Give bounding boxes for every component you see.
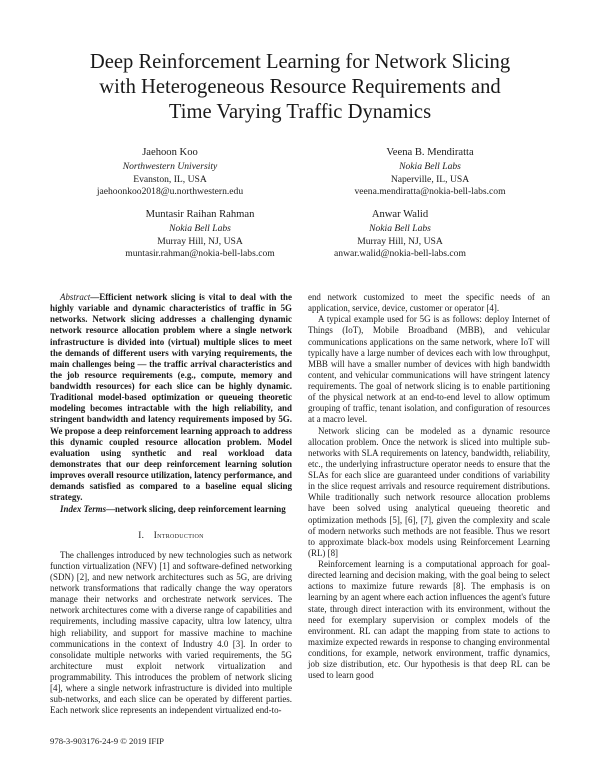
index-terms <box>50 504 292 515</box>
section-heading <box>50 530 292 541</box>
section-numeral: I. <box>138 529 145 540</box>
body-paragraph: Reinforcement learning is a computational approach for goal-directed learning and decision making, with the goal being to select actions to maximize future rewards [8]. The emphasis is on learning by an agent where each action influences the agent's future state, through direct interaction with its environment, without the need for exemplary supervision or complex models of the environment. RL can adapt the mapping from state to actions to maximize expected rewards in response to changing environmental conditions, for example, network environment, traffic dynamics, job size distribution, etc. Our hypothesis is that deep RL can be used to learn good <box>308 559 550 681</box>
author-location: Evanston, IL, USA <box>133 173 207 185</box>
abstract-text: —Efficient network slicing is vital to deal with the highly variable and dynamic characteristics of traffic in 5G networks. Network slicing addresses a challenging dynamic network resource allocation problem where a single network infrastructure is divided into (virtual) multiple slices to meet the demands of different users with varying requirements, the main challenges being — the traffic arrival characteristics and the job resource requirements (e.g., compute, memory and bandwidth resources) for each slice can be highly dynamic. Traditional model-based optimization or queueing theoretic modeling becomes intractable with the high reliability, and stringent bandwidth and latency requirements imposed by 5G. We propose a deep reinforcement learning approach to address this dynamic coupled resource allocation problem. Model evaluation using synthetic and real workload data demonstrates that our deep reinforcement learning solution improves overall resource utilization, latency performance, and demands satisfied as compared to a baseline equal slicing strategy. <box>50 292 292 503</box>
author-affiliation: Nokia Bell Labs <box>369 223 431 234</box>
index-terms-label: Index Terms <box>60 504 107 515</box>
author-name: Veena B. Mendiratta <box>386 147 474 158</box>
copyright-footer: 978-3-903176-24-9 © 2019 IFIP <box>50 736 164 746</box>
author-location: Naperville, IL, USA <box>390 173 470 185</box>
abstract-label: Abstract <box>60 292 91 302</box>
title-line: Time Varying Traffic Dynamics <box>168 101 432 123</box>
author-email: muntasir.rahman@nokia-bell-labs.com <box>125 248 275 259</box>
body-paragraph: A typical example used for 5G is as follows: deploy Internet of Things (IoT), Mobile Broadband (MBB), and vehicular communications applications on the same network, where IoT will typically have a large number of devices each with low throughput, MBB will have a smaller number of devices with high bandwidth content, and vehicular communications will have stringent latency requirements. The goal of network slicing is to enable partitioning of the physical network at an end-to-end level to allow optimum grouping of traffic, tenant isolation, and configuration of resources at a macro level. <box>308 314 550 425</box>
body-paragraph-continued: end network customized to meet the specific needs of an application, service, device, customer or operator [4]. <box>308 292 550 314</box>
author-block-2 <box>310 146 550 199</box>
author-location: Murray Hill, NJ, USA <box>357 235 443 247</box>
left-column <box>50 292 292 717</box>
author-block-1 <box>50 146 290 199</box>
title-line: Deep Reinforcement Learning for Network Slicing <box>89 51 511 73</box>
author-name: Jaehoon Koo <box>142 147 198 158</box>
author-email: anwar.walid@nokia-bell-labs.com <box>334 248 466 259</box>
index-terms-text: —network slicing, deep reinforcement learning <box>106 504 286 515</box>
author-email: veena.mendiratta@nokia-bell-labs.com <box>354 186 506 197</box>
author-name: Anwar Walid <box>371 209 429 220</box>
author-affiliation: Nokia Bell Labs <box>399 161 461 172</box>
body-paragraph: Network slicing can be modeled as a dynamic resource allocation problem. Once the network is sliced into multiple sub-networks with SLA requirements on latency, bandwidth, reliability, etc., the underlying infrastructure operator needs to ensure that the SLAs for each slice are guaranteed under conditions of variability in the slice request arrivals and resource requirement distributions. While traditionally such network resource allocation problems have been solved using analytical queueing theoretic and optimization methods [5], [6], [7], given the complexity and scale of modern networks such methods are not feasible. Thus we resort to approximate black-box models using Reinforcement Learning (RL) [8] <box>308 425 550 558</box>
body-paragraph: The challenges introduced by new technologies such as network function virtualization (NFV) [1] and software-defined networking (SDN) [2], and new network architectures such as 5G, are driving network transformations that radically change the way operators manage their networks and orchestrate network services. The network architectures come with a diverse range of capabilities and requirements, including massive capacity, ultra low latency, ultra high reliability, and support for massive machine to machine communications in the context of Industry 4.0 [3]. In order to consolidate multiple networks with varied requirements, the 5G architecture must exploit network virtualization and programmability. This introduces the problem of network slicing [4], where a single network infrastructure is divided into multiple sub-networks, and each slice can be operated by different parties. Each network slice represents an independent virtualized end-to- <box>50 549 292 716</box>
title-line: with Heterogeneous Resource Requirements and <box>99 76 501 98</box>
right-column <box>308 292 550 681</box>
author-email: jaehoonkoo2018@u.northwestern.edu <box>96 186 244 197</box>
author-name: Muntasir Raihan Rahman <box>145 209 255 220</box>
abstract <box>50 292 292 503</box>
author-block-4 <box>280 208 520 261</box>
section-title: Introduction <box>153 529 204 540</box>
author-affiliation: Nokia Bell Labs <box>169 223 231 234</box>
paper-title <box>40 50 560 125</box>
author-location: Murray Hill, NJ, USA <box>157 235 243 247</box>
author-affiliation: Northwestern University <box>122 161 218 172</box>
